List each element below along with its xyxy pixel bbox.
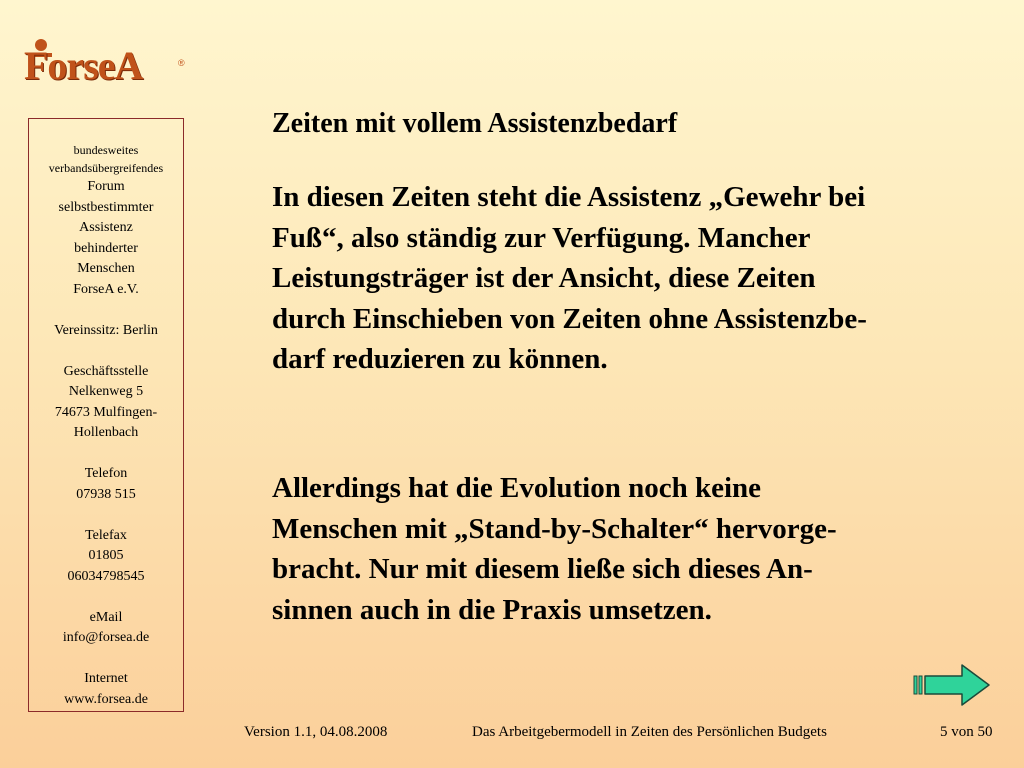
sidebar-website-link[interactable]: www.forsea.de	[64, 691, 148, 707]
footer-version: Version 1.1, 04.08.2008	[244, 724, 388, 740]
sidebar-org-line: verbandsübergreifendes	[48, 161, 164, 175]
sidebar-phone-value: 07938 515	[76, 486, 136, 502]
sidebar-email-label: eMail	[89, 609, 123, 625]
sidebar-org-line: Menschen	[77, 261, 135, 276]
sidebar-email-link[interactable]: info@forsea.de	[62, 630, 150, 645]
spacer	[29, 300, 183, 321]
next-arrow-icon[interactable]	[912, 662, 992, 708]
paragraph-line: In diesen Zeiten steht die Assistenz „Gewehr bei	[272, 181, 866, 213]
contact-sidebar	[28, 118, 184, 712]
forsea-logo	[18, 38, 190, 94]
paragraph-2	[272, 468, 992, 630]
sidebar-org-line: Forum	[87, 179, 125, 194]
logo-registered: ®	[178, 58, 185, 68]
sidebar-office-street: Nelkenweg 5	[68, 384, 144, 399]
sidebar-org-line: Assistenz	[79, 220, 133, 235]
sidebar-org-name: ForseA e.V.	[73, 281, 139, 297]
sidebar-org-line: bundesweites	[73, 143, 139, 157]
paragraph-line: bracht. Nur mit diesem ließe sich dieses An-	[272, 553, 813, 585]
sidebar-fax-label: Telefax	[85, 527, 127, 543]
sidebar-org-line: behinderter	[74, 240, 138, 256]
sidebar-office-city: Hollenbach	[73, 425, 139, 440]
logo-text: ForseA	[24, 43, 143, 88]
spacer	[29, 444, 183, 465]
sidebar-internet-label: Internet	[84, 671, 128, 686]
footer-page-number: 5 von 50	[940, 724, 993, 740]
sidebar-seat: Vereinssitz: Berlin	[54, 322, 158, 338]
sidebar-office-label: Geschäftsstelle	[63, 363, 149, 379]
sidebar-fax-value: 06034798545	[67, 568, 145, 584]
sidebar-office-city: 74673 Mulfingen-	[54, 404, 158, 420]
paragraph-line: Menschen mit „Stand-by-Schalter“ hervorge-	[272, 512, 837, 545]
paragraph-line: durch Einschieben von Zeiten ohne Assistenzbe-	[272, 302, 867, 335]
spacer	[29, 649, 183, 670]
sidebar-fax-value: 01805	[88, 548, 124, 563]
slide-heading: Zeiten mit vollem Assistenzbedarf	[272, 108, 678, 139]
sidebar-org-line: selbstbestimmter	[58, 199, 154, 215]
spacer	[29, 587, 183, 608]
paragraph-line: Leistungsträger ist der Ansicht, diese Zeiten	[272, 262, 816, 294]
paragraph-1	[272, 177, 992, 380]
paragraph-line: Allerdings hat die Evolution noch keine	[272, 472, 762, 504]
spacer	[29, 505, 183, 526]
paragraph-line: Fuß“, also ständig zur Verfügung. Mancher	[272, 221, 811, 254]
footer-title: Das Arbeitgebermodell in Zeiten des Persönlichen Budgets	[472, 724, 827, 740]
paragraph-line: sinnen auch in die Praxis umsetzen.	[272, 593, 712, 626]
paragraph-line: darf reduzieren zu können.	[272, 343, 608, 375]
spacer	[29, 341, 183, 362]
sidebar-phone-label: Telefon	[84, 466, 128, 481]
